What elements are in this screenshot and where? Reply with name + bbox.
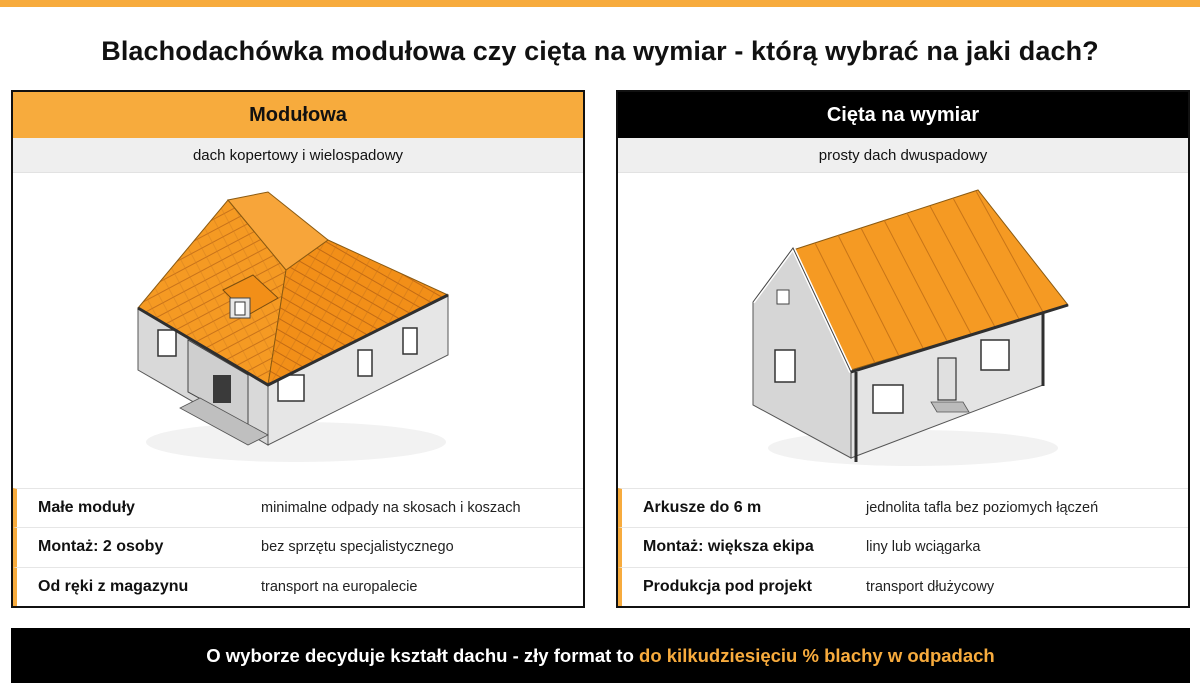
feature-value: transport dłużycowy	[866, 578, 995, 595]
panel-header-modular: Modułowa	[13, 92, 583, 138]
feature-row	[13, 567, 583, 607]
feature-key: Produkcja pod projekt	[643, 577, 812, 595]
gable-roof-house-icon	[723, 180, 1083, 480]
hip-roof-house-icon	[118, 180, 478, 480]
feature-value: bez sprzętu specjalistycznego	[261, 539, 454, 556]
feature-row	[618, 527, 1188, 567]
panel-subtitle-cut-to-length: prosty dach dwuspadowy	[618, 138, 1188, 173]
feature-list-modular	[13, 488, 583, 607]
page-title: Blachodachówka modułowa czy cięta na wymiar - którą wybrać na jaki dach?	[101, 36, 1099, 66]
feature-key: Małe moduły	[38, 498, 135, 516]
panel-header-cut-to-length: Cięta na wymiar	[618, 92, 1188, 138]
feature-row	[618, 567, 1188, 607]
feature-row	[618, 488, 1188, 528]
top-accent-bar	[0, 0, 1200, 7]
gable-roof-house-illustration	[618, 173, 1188, 487]
feature-value: liny lub wciągarka	[866, 539, 981, 556]
feature-row	[13, 488, 583, 528]
hip-roof-house-illustration	[13, 173, 583, 487]
feature-key: Montaż: 2 osoby	[38, 538, 164, 556]
feature-key: Arkusze do 6 m	[643, 498, 762, 516]
panel-modular	[11, 90, 585, 608]
feature-row	[13, 527, 583, 567]
feature-key: Montaż: większa ekipa	[643, 538, 814, 556]
feature-value: jednolita tafla bez poziomych łączeń	[866, 499, 1099, 516]
feature-value: minimalne odpady na skosach i koszach	[261, 499, 521, 516]
footer-banner	[11, 628, 1190, 683]
panel-subtitle-modular: dach kopertowy i wielospadowy	[13, 138, 583, 173]
footer-highlight: do kilkudziesięciu % blachy w odpadach	[639, 644, 995, 666]
feature-value: transport na europalecie	[261, 578, 418, 595]
feature-list-cut-to-length	[618, 488, 1188, 607]
panel-cut-to-length	[616, 90, 1190, 608]
footer-text: O wyborze decyduje kształt dachu - zły format to	[206, 644, 640, 666]
feature-key: Od ręki z magazynu	[38, 577, 189, 595]
